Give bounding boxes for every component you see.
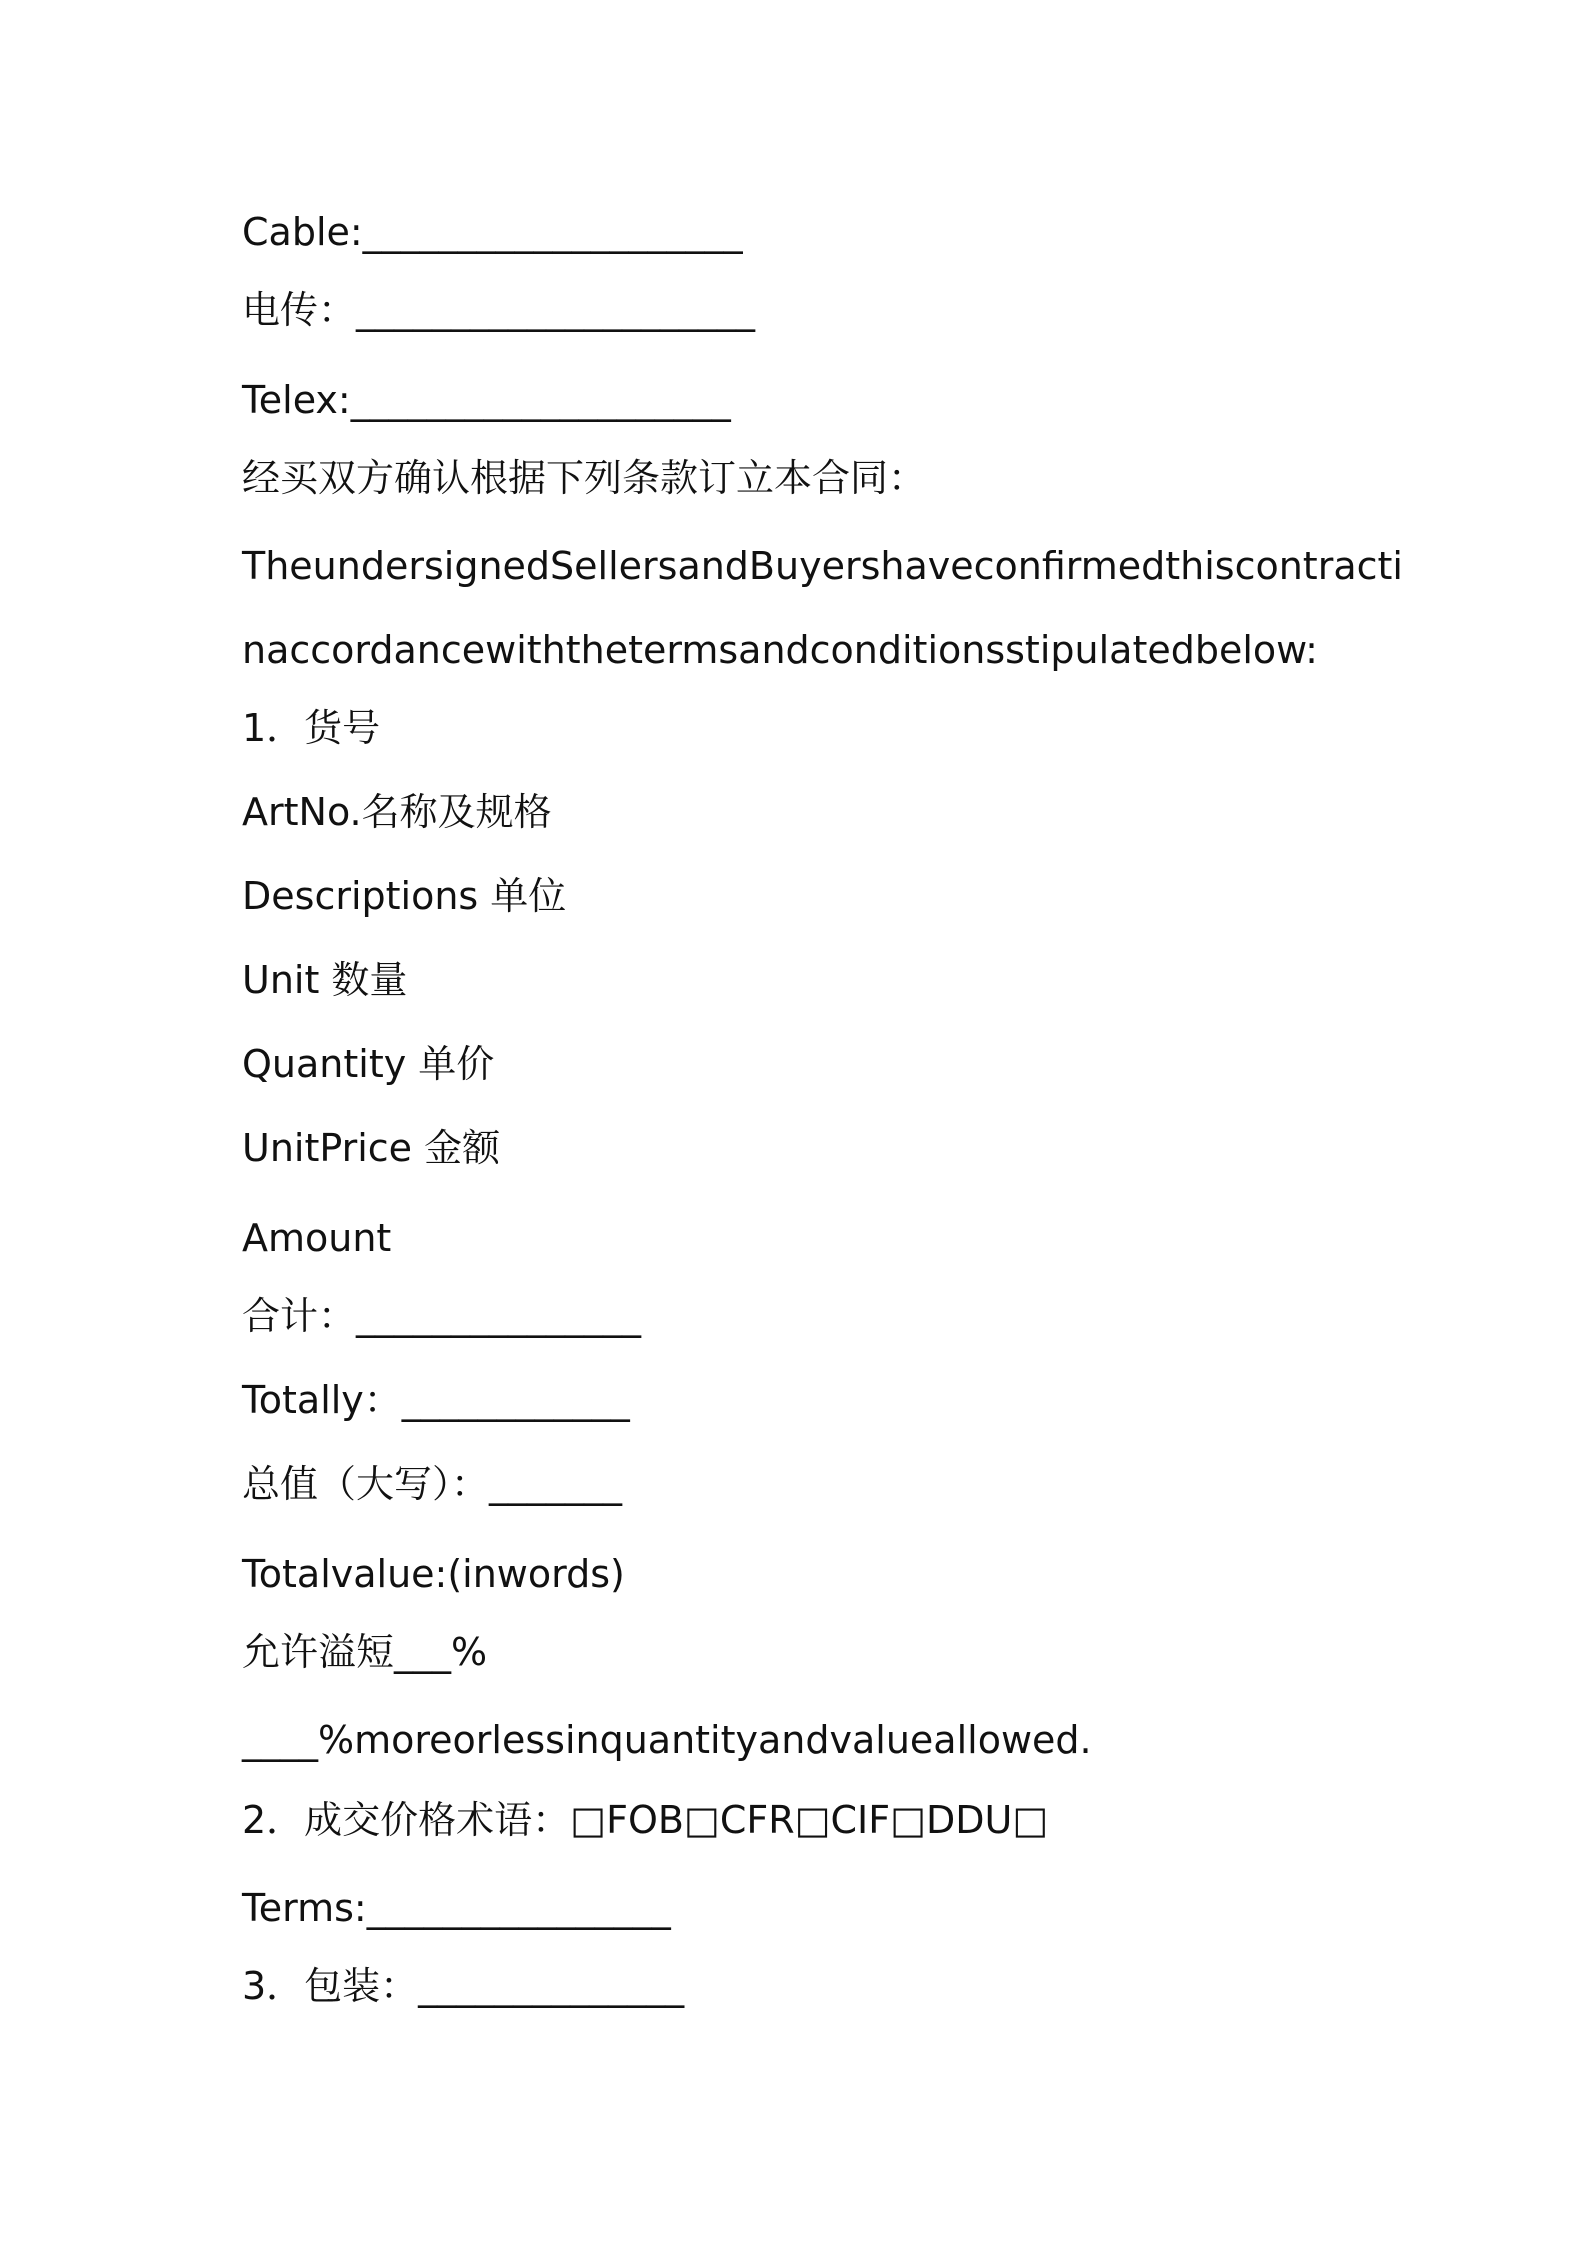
unit-price-label: UnitPrice 金额	[242, 1126, 501, 1170]
cable-field: Cable:____________________	[242, 210, 743, 254]
art-no-label: ArtNo.名称及规格	[242, 790, 552, 834]
quantity-label: Quantity 单价	[242, 1042, 495, 1086]
section-2-price-terms: 2．成交价格术语：□FOB□CFR□CIF□DDU□	[242, 1798, 1049, 1842]
agreement-intro-en-line1: TheundersignedSellersandBuyershaveconfirmedthiscontracti	[242, 544, 1403, 588]
terms-field: Terms:________________	[242, 1886, 671, 1930]
total-value-words-cn-field: 总值（大写）：_______	[242, 1462, 623, 1506]
telex-field: Telex:____________________	[242, 378, 731, 422]
unit-label: Unit 数量	[242, 958, 408, 1002]
fax-field: 电传：_____________________	[242, 288, 756, 332]
tolerance-en-field: ____%moreorlessinquantityandvalueallowed.	[242, 1718, 1092, 1762]
total-cn-field: 合计：_______________	[242, 1294, 642, 1338]
descriptions-label: Descriptions 单位	[242, 874, 567, 918]
agreement-intro-cn: 经买双方确认根据下列条款订立本合同：	[242, 456, 927, 500]
section-3-packing: 3．包装：______________	[242, 1964, 685, 2008]
amount-label: Amount	[242, 1216, 392, 1260]
agreement-intro-en-line2: naccordancewiththetermsandconditionsstipulatedbelow:	[242, 628, 1318, 672]
tolerance-cn-field: 允许溢短___%	[242, 1630, 488, 1674]
section-1-heading: 1．货号	[242, 706, 381, 750]
totally-field: Totally：____________	[242, 1378, 630, 1422]
total-value-words-en-label: Totalvalue:(inwords)	[242, 1552, 625, 1596]
